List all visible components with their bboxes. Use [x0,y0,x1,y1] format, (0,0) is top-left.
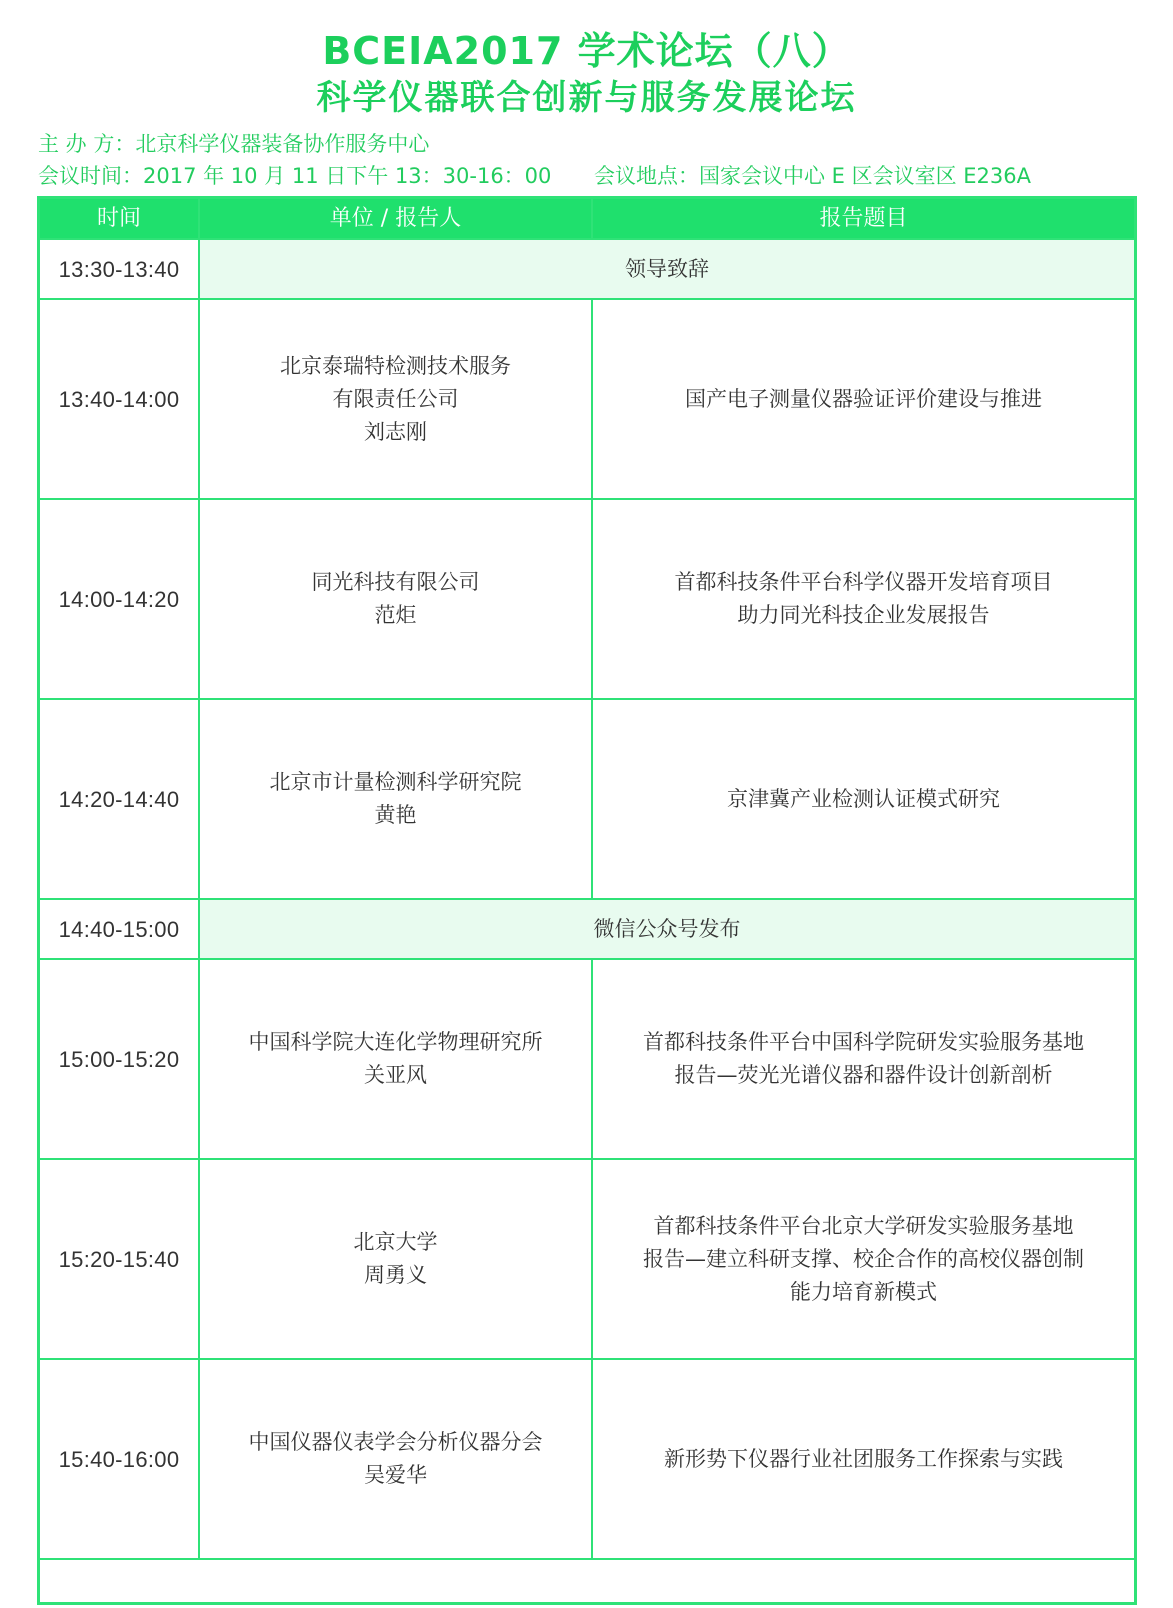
table-row [39,239,1135,299]
time-cell: 14:40-15:00 [39,899,199,959]
topic-cell [592,499,1135,699]
topic-cell [592,959,1135,1159]
table-header-row [39,198,1135,239]
header-speaker: 单位 / 报告人 [199,198,592,239]
speaker-org: 同光科技有限公司 [311,570,480,594]
speaker-cell [199,299,592,499]
table-row [39,699,1135,899]
speaker-org: 中国仪器仪表学会分析仪器分会 [248,1430,543,1454]
time-cell: 13:30-13:40 [39,239,199,299]
topic-text: 助力同光科技企业发展报告 [737,603,990,627]
page-subtitle: 科学仪器联合创新与服务发展论坛 [316,78,857,118]
time-cell: 15:40-16:00 [39,1359,199,1559]
topic-text: 京津冀产业检测认证模式研究 [727,786,1000,811]
meeting-venue: 会议地点：国家会议中心 E 区会议室区 E236A [594,164,1032,188]
time-cell: 14:20-14:40 [39,699,199,899]
topic-cell [592,1159,1135,1359]
speaker-name: 关亚风 [364,1063,427,1087]
topic-cell [592,1359,1135,1559]
table-row [39,959,1135,1159]
speaker-name: 吴爱华 [364,1463,427,1487]
speaker-org: 有限责任公司 [332,386,459,411]
topic-text: 国产电子测量仪器验证评价建设与推进 [685,386,1042,411]
header-time: 时间 [39,198,199,239]
organizer-info: 主 办 方：北京科学仪器装备协作服务中心 [38,132,430,156]
topic-text: 首都科技条件平台科学仪器开发培育项目 [674,570,1053,594]
speaker-org: 北京市计量检测科学研究院 [269,770,522,794]
topic-text: 报告—荧光光谱仪器和器件设计创新剖析 [674,1063,1053,1087]
table-row [39,499,1135,699]
speaker-org: 中国科学院大连化学物理研究所 [248,1030,543,1054]
speaker-cell [199,1359,592,1559]
speaker-cell [199,959,592,1159]
speaker-name: 黄艳 [374,803,417,827]
time-cell: 13:40-14:00 [39,299,199,499]
topic-text: 报告—建立科研支撑、校企合作的高校仪器创制 [643,1246,1084,1271]
speaker-name: 范炬 [374,603,417,627]
meeting-time: 会议时间：2017 年 10 月 11 日下午 13：30-16：00 [38,164,552,188]
time-cell: 15:20-15:40 [39,1159,199,1359]
topic-cell [592,299,1135,499]
page-title: BCEIA2017 学术论坛（八） [322,29,851,73]
topic-cell [592,699,1135,899]
table-row [39,1359,1135,1559]
schedule-table [38,197,1136,1560]
table-row [39,899,1135,959]
topic-text: 首都科技条件平台中国科学院研发实验服务基地 [643,1030,1084,1054]
topic-text: 新形势下仪器行业社团服务工作探索与实践 [664,1446,1063,1471]
speaker-cell [199,1159,592,1359]
speaker-name: 周勇义 [364,1263,427,1287]
speaker-cell [199,499,592,699]
speaker-cell [199,699,592,899]
table-row [39,299,1135,499]
speaker-org: 北京大学 [353,1230,438,1254]
time-cell: 14:00-14:20 [39,499,199,699]
table-row [39,1159,1135,1359]
time-cell: 15:00-15:20 [39,959,199,1159]
speaker-name: 刘志刚 [364,419,427,444]
topic-text: 首都科技条件平台北京大学研发实验服务基地 [653,1213,1074,1238]
topic-text: 能力培育新模式 [790,1279,937,1304]
header-topic: 报告题目 [592,198,1135,239]
session-note: 微信公众号发布 [199,899,1135,959]
speaker-org: 北京泰瑞特检测技术服务 [280,353,511,378]
session-note: 领导致辞 [199,239,1135,299]
